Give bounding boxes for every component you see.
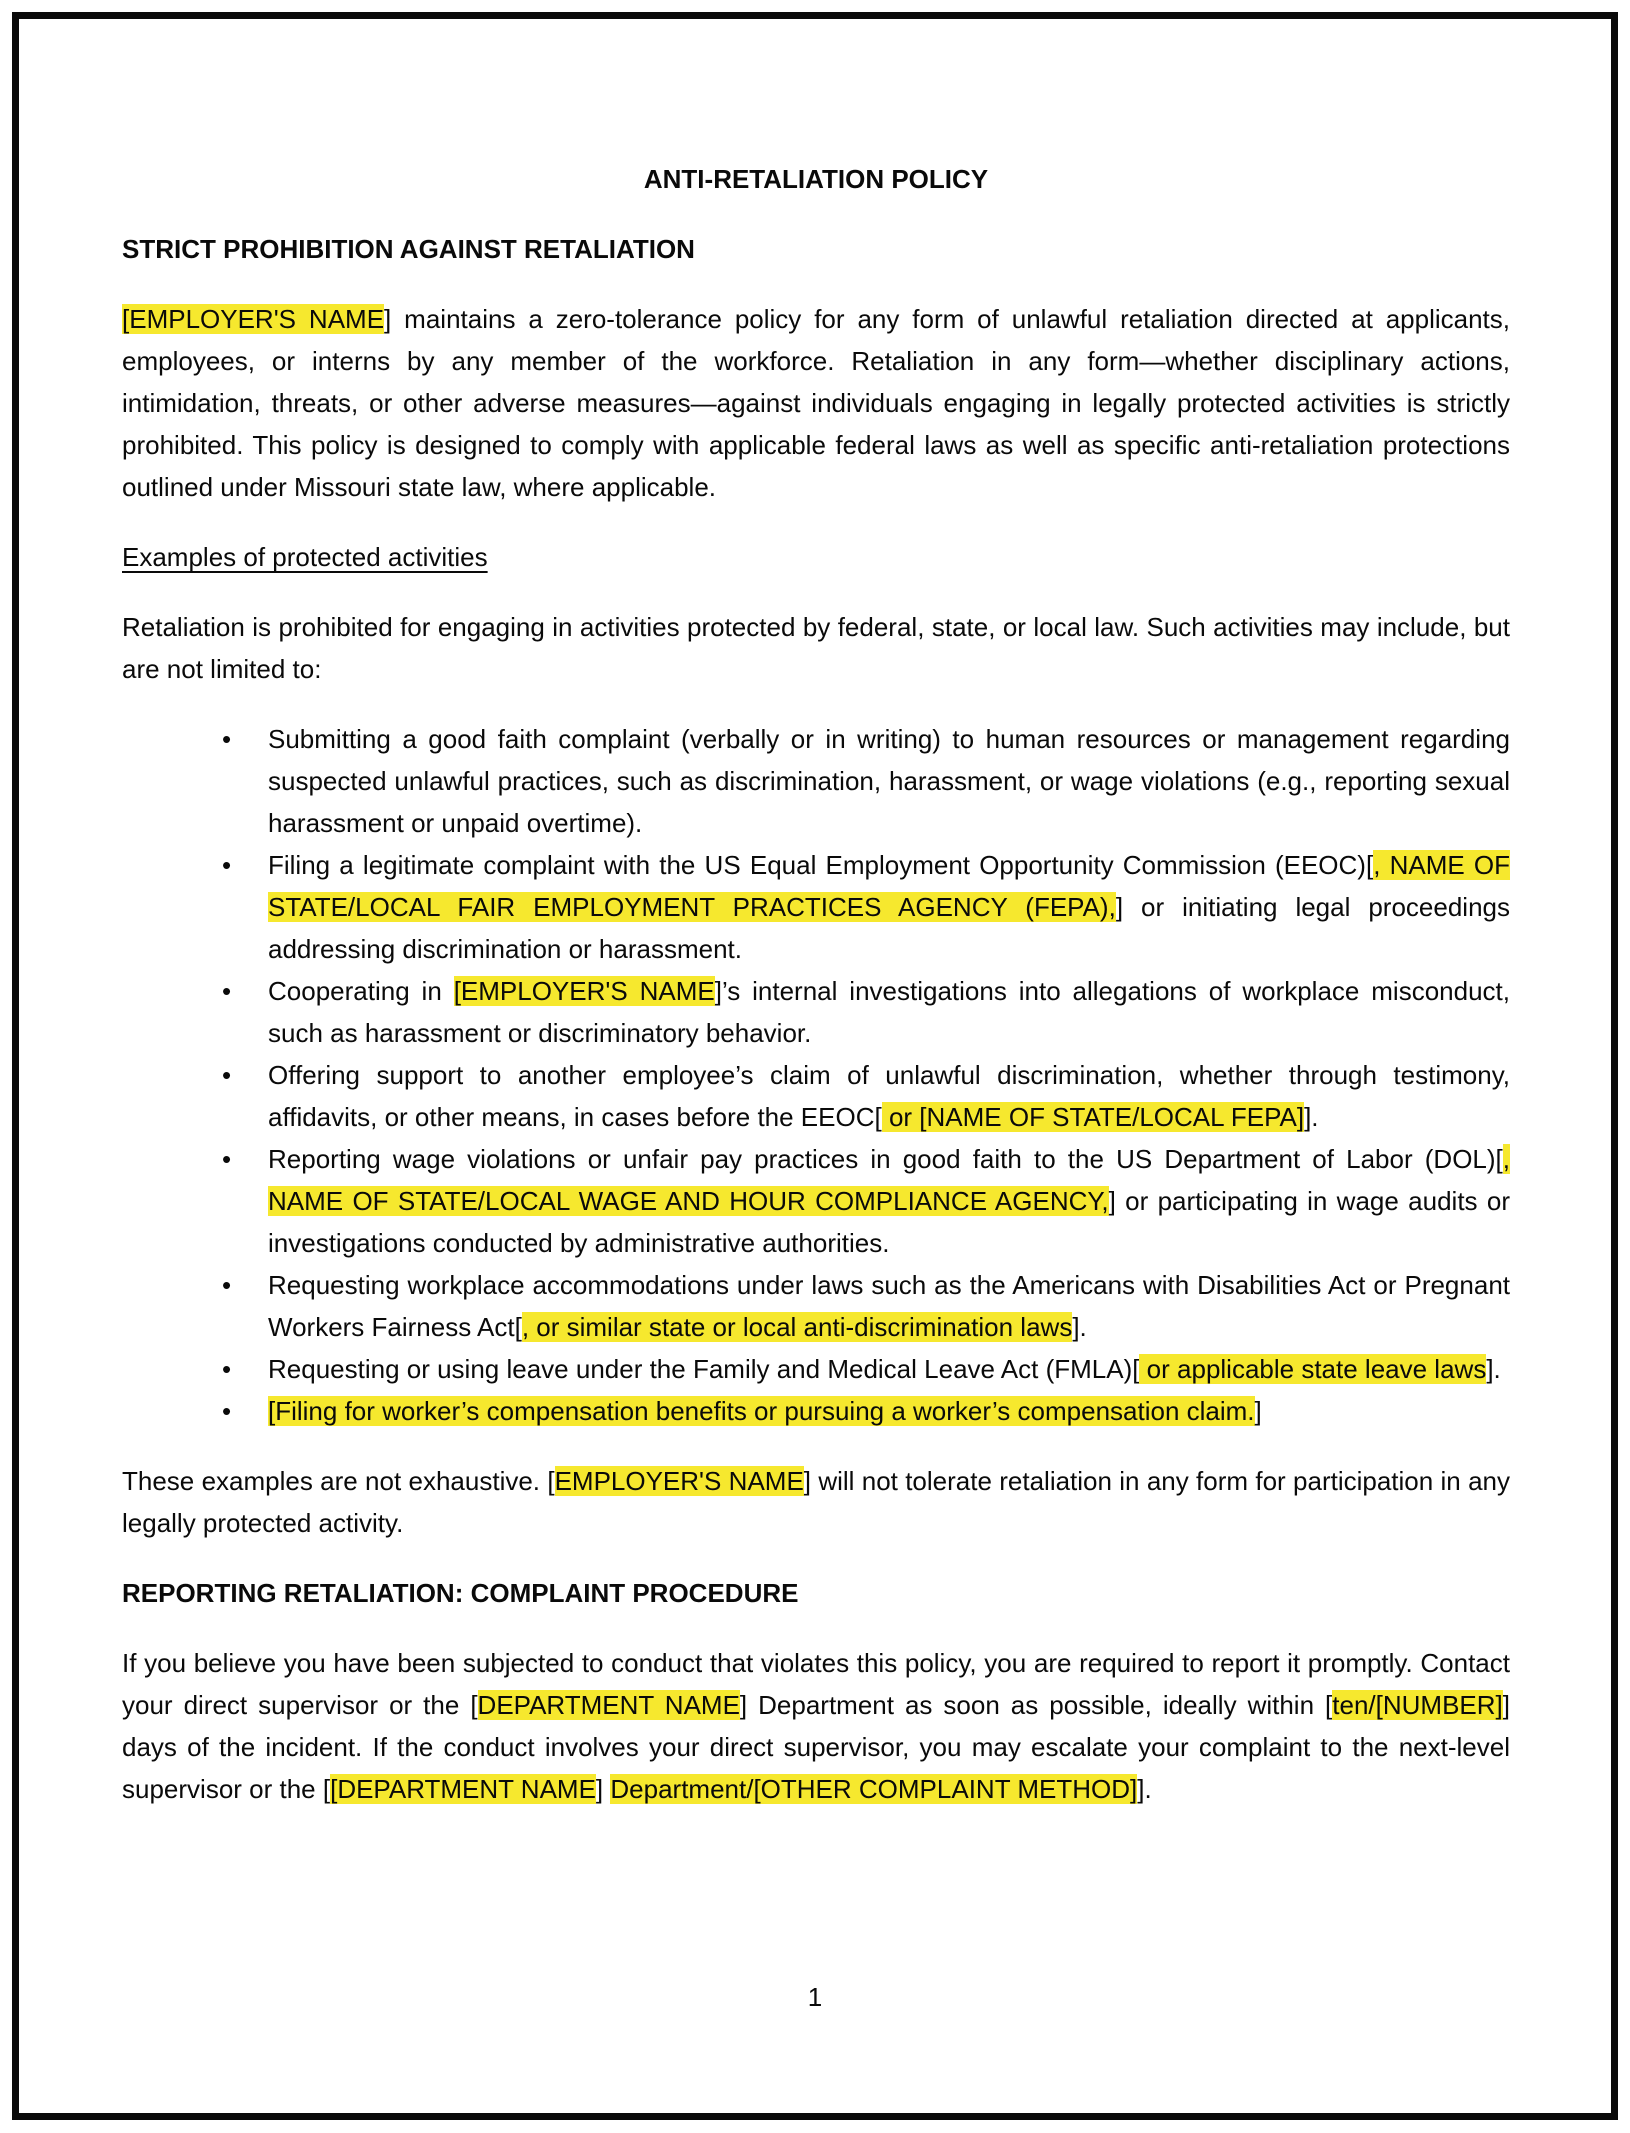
highlighted-placeholder: [Filing for worker’s compensation benefits or pursuing a worker’s compensation claim. bbox=[268, 1396, 1255, 1426]
highlighted-placeholder: Department/[OTHER COMPLAINT METHOD] bbox=[610, 1774, 1138, 1804]
paragraph-complaint-procedure bbox=[122, 1642, 1510, 1810]
text-run: Reporting wage violations or unfair pay practices in good faith to the US Department of Labor (DOL)[ bbox=[268, 1144, 1503, 1174]
highlighted-placeholder: , NAME OF STATE/LOCAL FAIR EMPLOYMENT PRACTICES AGENCY (FEPA), bbox=[268, 850, 1510, 922]
highlighted-placeholder: , or similar state or local anti-discrimination laws bbox=[521, 1312, 1073, 1342]
bullet-item bbox=[122, 1390, 1510, 1432]
highlighted-placeholder: , NAME OF STATE/LOCAL WAGE AND HOUR COMPLIANCE AGENCY, bbox=[268, 1144, 1510, 1216]
text-run: ]’s internal investigations into allegations of workplace misconduct, such as harassment or discriminatory behavior. bbox=[268, 976, 1510, 1048]
highlighted-placeholder: [EMPLOYER'S NAME bbox=[122, 304, 385, 334]
section-heading-reporting: REPORTING RETALIATION: COMPLAINT PROCEDURE bbox=[122, 1578, 799, 1608]
page-number: 1 bbox=[807, 1982, 823, 2012]
text-run: These examples are not exhaustive. [ bbox=[122, 1466, 555, 1496]
text-run: ]. bbox=[1486, 1354, 1501, 1384]
paragraph-policy-statement bbox=[122, 298, 1510, 508]
text-run: ]. bbox=[1304, 1102, 1319, 1132]
text-run: Offering support to another employee’s claim of unlawful discrimination, whether through testimony, affidavits, or other means, in cases before the EEOC[ bbox=[268, 1060, 1510, 1132]
text-run: ] or initiating legal proceedings addressing discrimination or harassment. bbox=[268, 892, 1510, 964]
highlighted-placeholder: [DEPARTMENT NAME bbox=[330, 1774, 596, 1804]
highlighted-placeholder: EMPLOYER'S NAME bbox=[554, 1466, 804, 1496]
highlighted-placeholder: ten/[NUMBER] bbox=[1332, 1690, 1503, 1720]
document-content bbox=[122, 158, 1510, 1838]
text-run: ] or participating in wage audits or investigations conducted by administrative authorities. bbox=[268, 1186, 1510, 1258]
text-run: Requesting or using leave under the Family and Medical Leave Act (FMLA)[ bbox=[268, 1354, 1140, 1384]
text-run: ]. bbox=[1137, 1774, 1152, 1804]
text-run: Cooperating in bbox=[268, 976, 454, 1006]
bullet-item bbox=[122, 1264, 1510, 1348]
bullet-item bbox=[122, 1054, 1510, 1138]
bullet-item bbox=[122, 1348, 1510, 1390]
section-heading-strict-prohibition: STRICT PROHIBITION AGAINST RETALIATION bbox=[122, 234, 695, 264]
paragraph-retaliation-prohibited: Retaliation is prohibited for engaging in activities protected by federal, state, or local law. Such activities may include, but are not limited to: bbox=[122, 612, 1510, 684]
text-run: ]. bbox=[1072, 1312, 1087, 1342]
highlighted-placeholder: or applicable state leave laws bbox=[1139, 1354, 1487, 1384]
text-run: ] will not tolerate retaliation in any form for participation in any legally protected activity. bbox=[122, 1466, 1510, 1538]
text-run: ] bbox=[1254, 1396, 1262, 1426]
bullet-item bbox=[122, 844, 1510, 970]
text-run: Submitting a good faith complaint (verbally or in writing) to human resources or management regarding suspected unlawful practices, such as discrimination, harassment, or wage violations (e.g., reporting sexual harassment or unpaid overtime). bbox=[268, 724, 1510, 838]
text-run: ] maintains a zero-tolerance policy for any form of unlawful retaliation directed at applicants, employees, or interns by any member of the workforce. Retaliation in any form—whether disciplinary actions, intimidation, threats, or other adverse measures—against individuals engaging in legally protected activities is strictly prohibited. This policy is designed to comply with applicable federal laws as well as specific anti-retaliation protections outlined under Missouri state law, where applicable. bbox=[122, 304, 1510, 502]
highlighted-placeholder: or [NAME OF STATE/LOCAL FEPA] bbox=[881, 1102, 1305, 1132]
bullet-item bbox=[122, 970, 1510, 1054]
paragraph-examples-not-exhaustive bbox=[122, 1460, 1510, 1544]
highlighted-placeholder: [EMPLOYER'S NAME bbox=[453, 976, 715, 1006]
document-title: ANTI-RETALIATION POLICY bbox=[643, 164, 989, 194]
bullet-item bbox=[122, 718, 1510, 844]
text-run: ] bbox=[595, 1774, 611, 1804]
text-run: ] days of the incident. If the conduct involves your direct supervisor, you may escalate your complaint to the next-level supervisor or the [ bbox=[122, 1690, 1510, 1804]
text-run: If you believe you have been subjected to conduct that violates this policy, you are required to report it promptly. Contact your direct supervisor or the [ bbox=[122, 1648, 1510, 1720]
bullet-item bbox=[122, 1138, 1510, 1264]
highlighted-placeholder: DEPARTMENT NAME bbox=[477, 1690, 740, 1720]
text-run: Filing a legitimate complaint with the US Equal Employment Opportunity Commission (EEOC)[ bbox=[268, 850, 1374, 880]
text-run: Requesting workplace accommodations under laws such as the Americans with Disabilities Act or Pregnant Workers Fairness Act[ bbox=[268, 1270, 1510, 1342]
subheading-examples: Examples of protected activities bbox=[122, 542, 488, 572]
text-run: ] Department as soon as possible, ideally within [ bbox=[739, 1690, 1333, 1720]
protected-activities-list bbox=[122, 718, 1510, 1432]
